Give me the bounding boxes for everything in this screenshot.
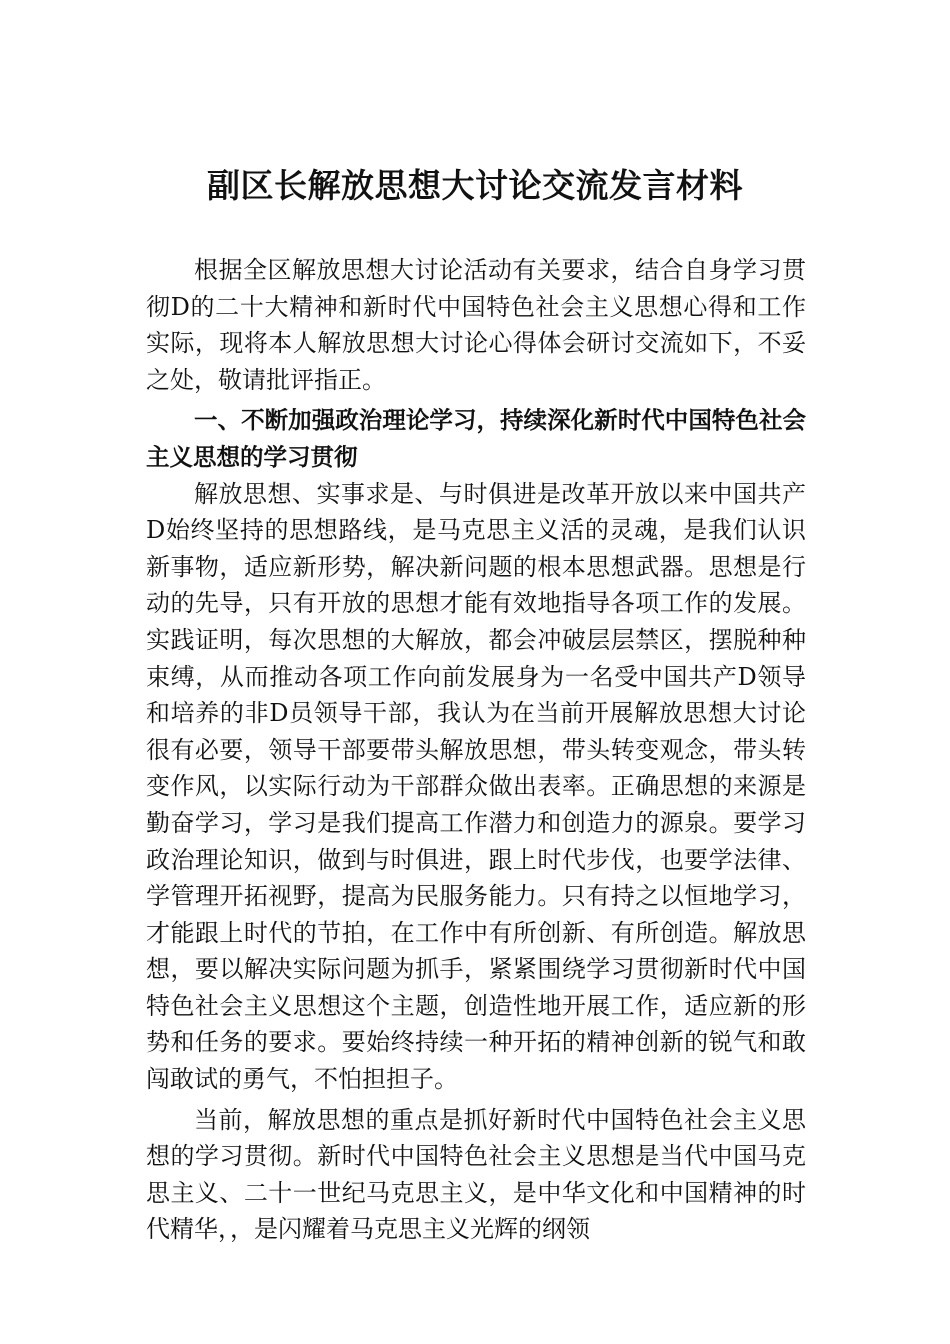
intro-paragraph: 根据全区解放思想大讨论活动有关要求，结合自身学习贯彻D的二十大精神和新时代中国特色社会主义思想心得和工作实际，现将本人解放思想大讨论心得体会研讨交流如下，不妥之处，敬请批评指正。 <box>146 256 806 394</box>
document-title: 副区长解放思想大讨论交流发言材料 <box>207 166 743 205</box>
body-paragraph-1: 解放思想、实事求是、与时俱进是改革开放以来中国共产D始终坚持的思想路线，是马克思主义活的灵魂，是我们认识新事物，适应新形势，解决新问题的根本思想武器。思想是行动的先导，只有开放的思想才能有效地指导各项工作的发展。实践证明，每次思想的大解放，都会冲破层层禁区，摆脱种种束缚，从而推动各项工作向前发展身为一名受中国共产D领导和培养的非D员领导干部，我认为在当前开展解放思想大讨论很有必要，领导干部要带头解放思想，带头转变观念，带头转变作风，以实际行动为干部群众做出表率。正确思想的来源是勤奋学习，学习是我们提高工作潜力和创造力的源泉。要学习政治理论知识，做到与时俱进，跟上时代步伐，也要学法律、学管理开拓视野，提高为民服务能力。只有持之以恒地学习，才能跟上时代的节拍，在工作中有所创新、有所创造。解放思想，要以解决实际问题为抓手，紧紧围绕学习贯彻新时代中国特色社会主义思想这个主题，创造性地开展工作，适应新的形势和任务的要求。要始终持续一种开拓的精神创新的锐气和敢闯敢试的勇气，不怕担担子。 <box>146 479 806 1094</box>
body-paragraph-2: 当前，解放思想的重点是抓好新时代中国特色社会主义思想的学习贯彻。新时代中国特色社会主义思想是当代中国马克思主义、二十一世纪马克思主义，是中华文化和中国精神的时代精华，，是闪耀着马克思主义光辉的纲领 <box>146 1105 806 1244</box>
section-heading-1: 一、不断加强政治理论学习，持续深化新时代中国特色社会主义思想的学习贯彻 <box>146 406 806 471</box>
document-body <box>146 252 806 1248</box>
